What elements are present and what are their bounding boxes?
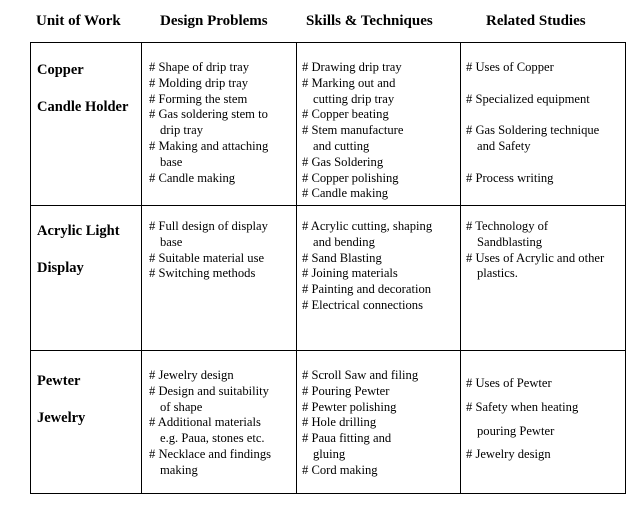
design-problems-cell bbox=[149, 368, 271, 479]
list-item: # Technology of bbox=[466, 219, 549, 233]
header-design-problems: Design Problems bbox=[160, 13, 268, 29]
list-item: # Uses of Copper bbox=[466, 60, 554, 74]
list-item: # Hole drilling bbox=[302, 415, 377, 430]
unit-title-line1: Copper bbox=[37, 62, 84, 78]
unit-title-line2: Display bbox=[37, 260, 84, 276]
list-item: # Marking out and bbox=[302, 75, 396, 90]
list-item: # Switching methods bbox=[149, 266, 256, 281]
list-item: # Process writing bbox=[466, 170, 554, 185]
column-divider bbox=[141, 42, 142, 494]
list-item: # Specialized equipment bbox=[466, 91, 590, 106]
skills-techniques-cell bbox=[302, 60, 403, 202]
list-item: # Joining materials bbox=[302, 266, 398, 281]
list-item: # Making and attaching bbox=[149, 138, 269, 153]
column-divider bbox=[296, 42, 297, 494]
list-item: # Gas soldering stem to bbox=[149, 107, 268, 122]
list-item: # Pewter polishing bbox=[302, 399, 397, 414]
list-item: # Copper beating bbox=[302, 107, 389, 122]
list-item-continuation: and cutting bbox=[313, 138, 370, 153]
design-problems-cell bbox=[149, 219, 268, 282]
unit-title-line2: Candle Holder bbox=[37, 99, 129, 115]
unit-title-line1: Pewter bbox=[37, 373, 81, 389]
list-item-continuation: and Safety bbox=[477, 138, 531, 153]
list-item: # Jewelry design bbox=[466, 447, 551, 462]
related-studies-cell bbox=[466, 60, 599, 186]
list-item: # Sand Blasting bbox=[302, 250, 382, 265]
list-item: # Uses of Pewter bbox=[466, 376, 552, 390]
design-problems-cell bbox=[149, 60, 268, 186]
list-item: # Shape of drip tray bbox=[149, 60, 250, 74]
list-item: # Scroll Saw and filing bbox=[302, 368, 419, 382]
header-skills-techniques: Skills & Techniques bbox=[306, 13, 433, 29]
list-item: # Acrylic cutting, shaping bbox=[302, 219, 433, 233]
list-item: # Suitable material use bbox=[149, 250, 265, 265]
header-related-studies: Related Studies bbox=[486, 13, 586, 29]
list-item: # Gas Soldering technique bbox=[466, 123, 600, 138]
list-item-continuation: pouring Pewter bbox=[477, 423, 555, 438]
list-item-continuation: making bbox=[160, 462, 198, 477]
unit-title-line1: Acrylic Light bbox=[37, 223, 120, 239]
list-item: # Painting and decoration bbox=[302, 282, 432, 297]
list-item: # Paua fitting and bbox=[302, 431, 392, 446]
row-divider bbox=[30, 205, 626, 206]
unit-title-line2: Jewelry bbox=[37, 410, 86, 426]
list-item-continuation: plastics. bbox=[477, 266, 518, 281]
list-item-continuation: cutting drip tray bbox=[313, 91, 395, 106]
list-item: # Forming the stem bbox=[149, 91, 248, 106]
list-item: # Stem manufacture bbox=[302, 123, 404, 138]
list-item: # Uses of Acrylic and other bbox=[466, 250, 605, 265]
list-item-continuation: e.g. Paua, stones etc. bbox=[160, 431, 265, 446]
list-item: # Full design of display bbox=[149, 219, 268, 233]
list-item: # Candle making bbox=[149, 170, 236, 185]
list-item: # Jewelry design bbox=[149, 368, 234, 382]
skills-techniques-cell bbox=[302, 219, 432, 314]
skills-techniques-cell bbox=[302, 368, 418, 479]
list-item-continuation: base bbox=[160, 154, 183, 169]
row-divider bbox=[30, 350, 626, 351]
column-divider bbox=[460, 42, 461, 494]
related-studies-cell bbox=[466, 219, 604, 282]
list-item: # Cord making bbox=[302, 462, 378, 477]
list-item: # Candle making bbox=[302, 186, 389, 201]
list-item: # Drawing drip tray bbox=[302, 60, 402, 74]
list-item-continuation: drip tray bbox=[160, 123, 204, 138]
list-item: # Necklace and findings bbox=[149, 446, 272, 461]
list-item-continuation: gluing bbox=[313, 446, 346, 461]
list-item-continuation: of shape bbox=[160, 399, 203, 414]
list-item: # Copper polishing bbox=[302, 170, 399, 185]
list-item: # Additional materials bbox=[149, 415, 261, 430]
list-item: # Gas Soldering bbox=[302, 154, 384, 169]
list-item-continuation: and bending bbox=[313, 234, 375, 249]
list-item: # Design and suitability bbox=[149, 383, 269, 398]
list-item: # Electrical connections bbox=[302, 297, 423, 312]
list-item: # Molding drip tray bbox=[149, 75, 248, 90]
header-unit-of-work: Unit of Work bbox=[36, 13, 121, 29]
list-item-continuation: base bbox=[160, 234, 183, 249]
related-studies-cell bbox=[466, 376, 578, 463]
list-item: # Safety when heating bbox=[466, 399, 579, 414]
list-item: # Pouring Pewter bbox=[302, 383, 390, 398]
list-item-continuation: Sandblasting bbox=[477, 234, 543, 249]
